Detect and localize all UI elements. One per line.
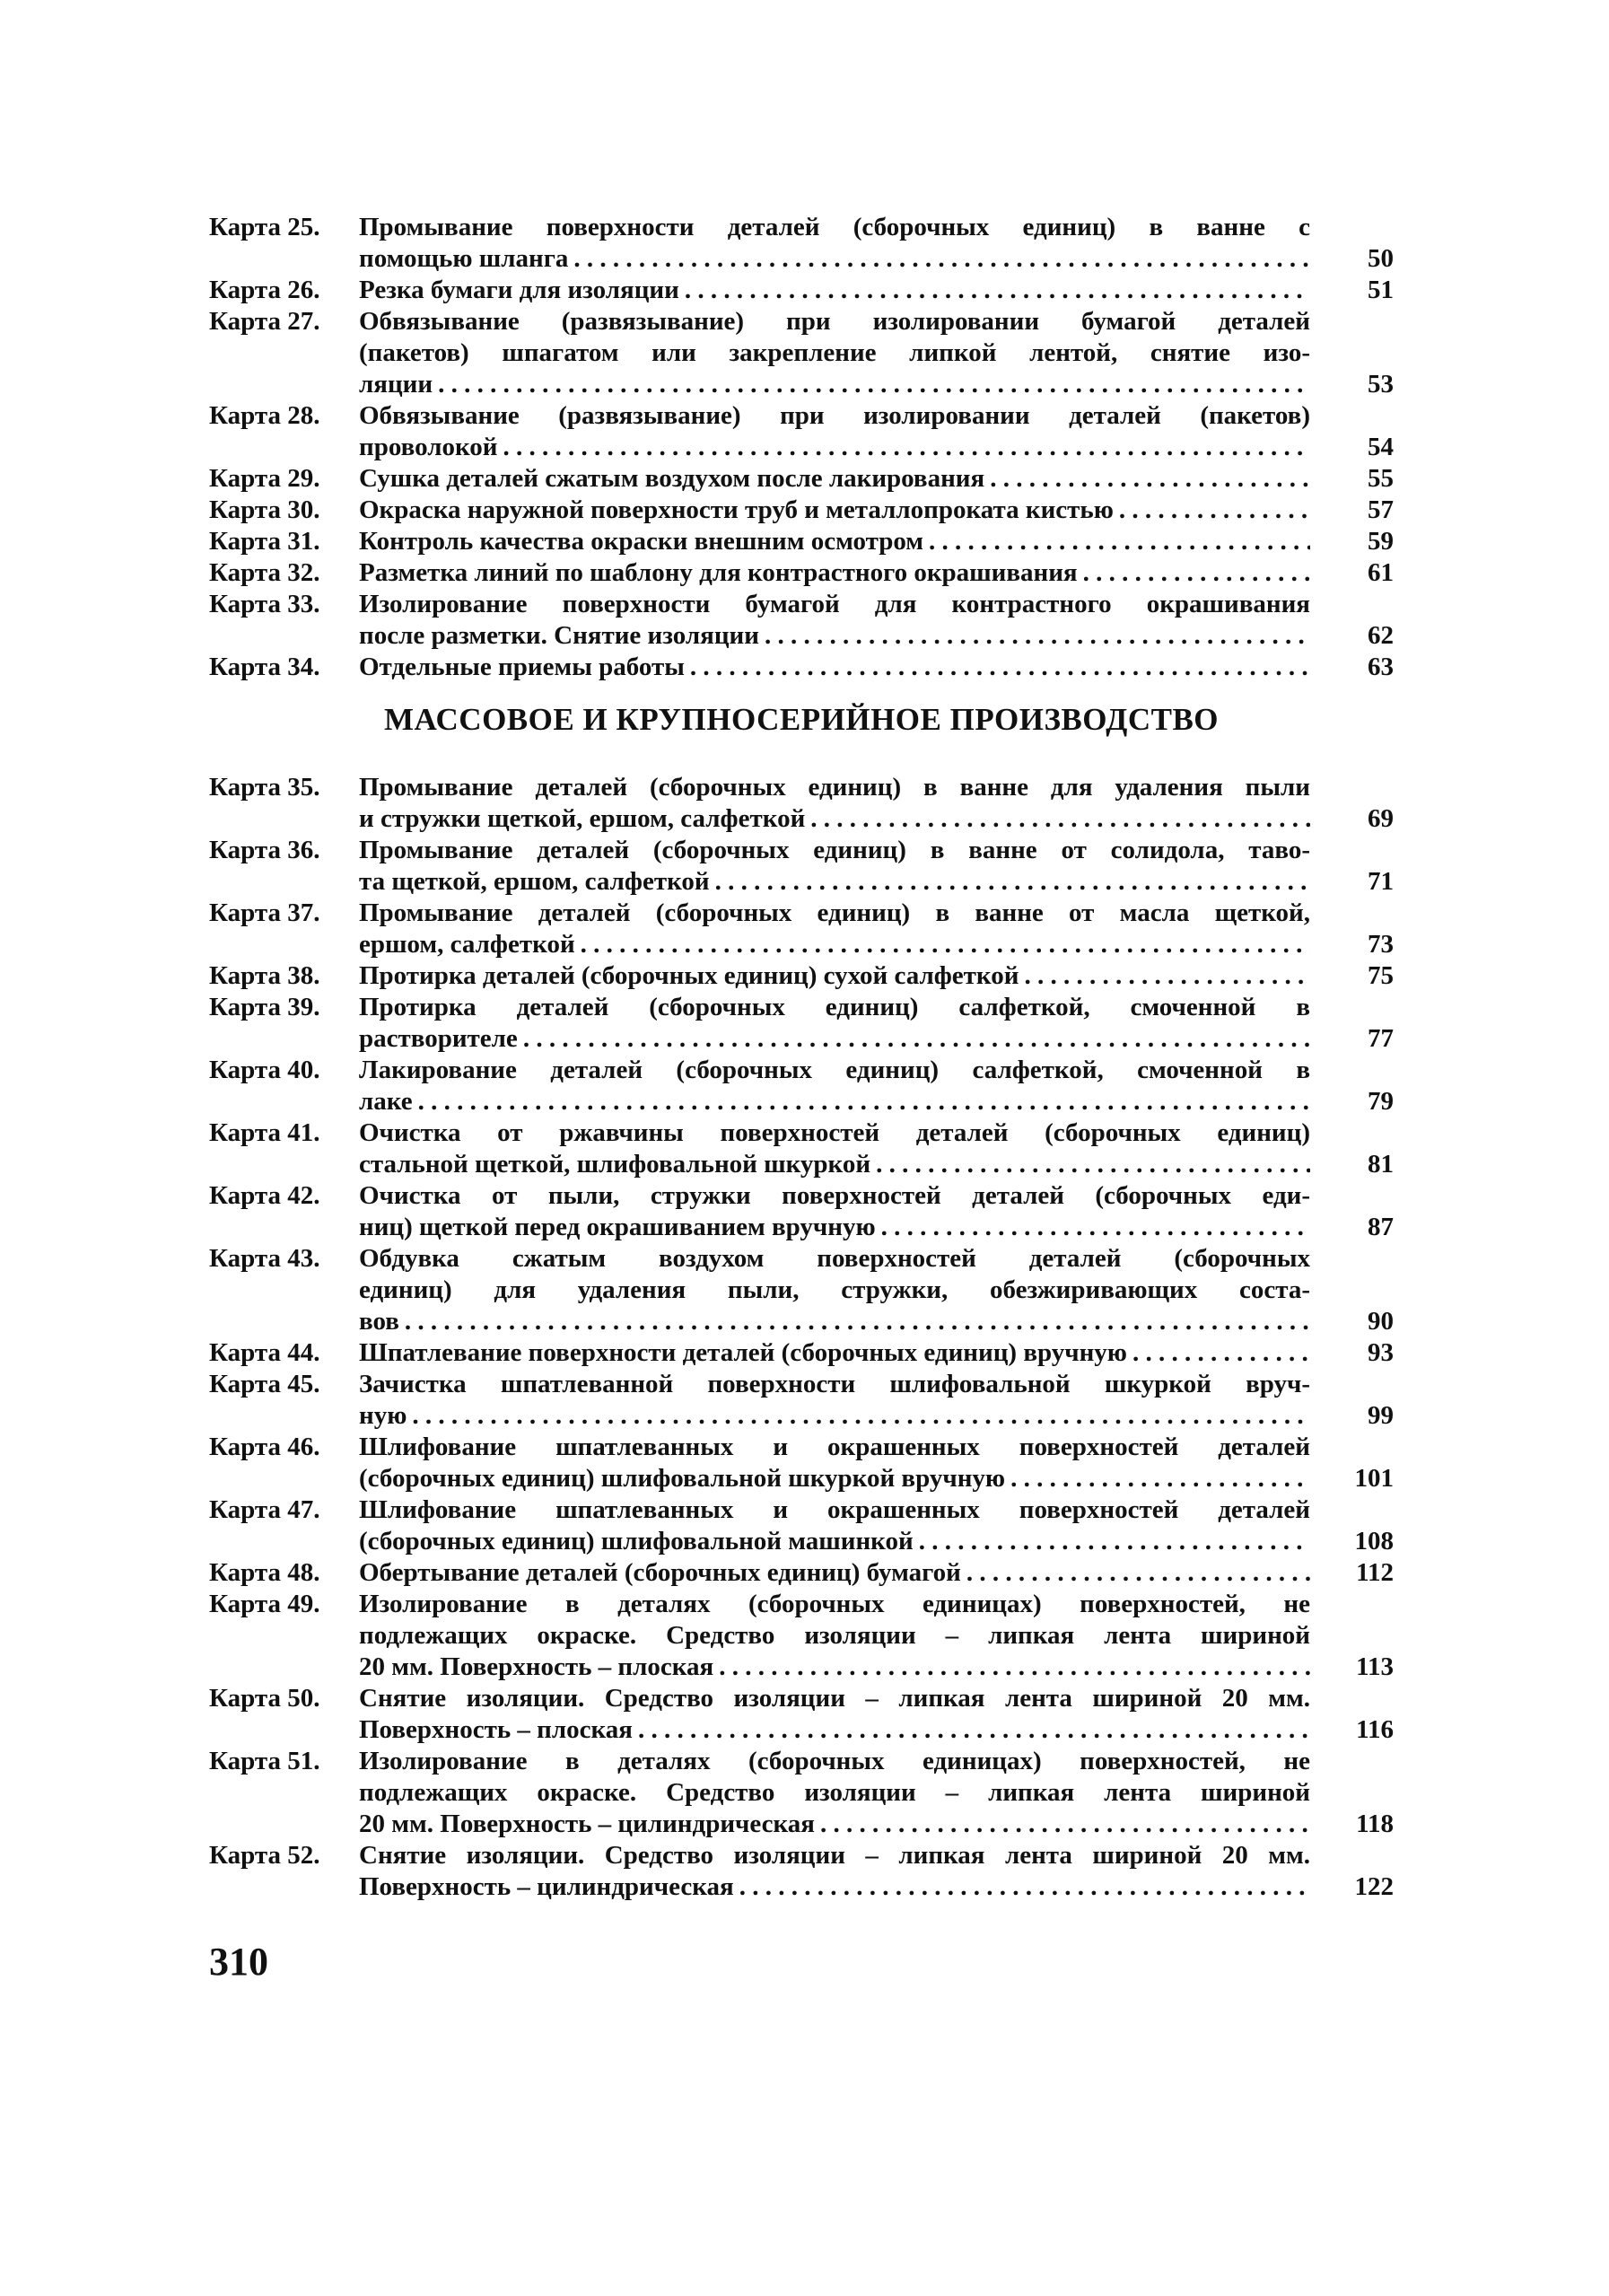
dot-leader — [438, 369, 1310, 400]
toc-title-line: Промывание поверхности деталей (сборочных единиц) в ванне с — [359, 213, 1310, 241]
toc-title-line: Снятие изоляции. Средство изоляции – липкая лента шириной 20 мм. — [359, 1684, 1310, 1713]
toc-entry — [209, 557, 1394, 589]
toc-entry-title — [359, 835, 1310, 898]
toc-card-label: Карта 35. — [209, 773, 320, 802]
toc-card-label: Карта 51. — [209, 1747, 320, 1775]
toc-card-label: Карта 26. — [209, 276, 320, 304]
toc-title-line: Обертывание деталей (сборочных единиц) бумагой . . . — [359, 1557, 1310, 1589]
dot-leader — [876, 1149, 1310, 1180]
toc-title-line: Отдельные приемы работы . . . — [359, 652, 1310, 683]
toc-entry — [209, 1683, 1394, 1746]
toc-title-line: Промывание деталей (сборочных единиц) в ванне от масла щеткой, — [359, 898, 1310, 927]
toc-entry-title — [359, 992, 1310, 1055]
dot-leader — [412, 1400, 1310, 1432]
toc-card-label: Карта 50. — [209, 1684, 320, 1713]
toc-card-label: Карта 43. — [209, 1244, 320, 1273]
toc-card-label: Карта 28. — [209, 401, 320, 430]
toc-entry — [209, 212, 1394, 275]
toc-entry-title — [359, 212, 1310, 275]
toc-entry-title — [359, 1494, 1310, 1557]
toc-entry — [209, 1840, 1394, 1903]
toc-entry-title — [359, 652, 1310, 683]
toc-card-label: Карта 46. — [209, 1433, 320, 1461]
toc-card-label: Карта 34. — [209, 653, 320, 681]
toc-entry — [209, 1117, 1394, 1180]
toc-entry-title — [359, 1589, 1310, 1683]
toc-title-line: (пакетов) шпагатом или закрепление липкой лентой, снятие изо- — [359, 338, 1310, 367]
toc-entry — [209, 400, 1394, 463]
dot-leader — [919, 1526, 1310, 1557]
toc-entry — [209, 1055, 1394, 1117]
dot-leader — [810, 803, 1310, 835]
toc-title-line: та щеткой, ершом, салфеткой . . . — [359, 866, 1310, 898]
toc-card-label: Карта 45. — [209, 1370, 320, 1398]
toc-card-label: Карта 42. — [209, 1181, 320, 1210]
toc-title-line: Зачистка шпатлеванной поверхности шлифовальной шкуркой вруч- — [359, 1370, 1310, 1398]
toc-entry — [209, 1243, 1394, 1337]
toc-card-label: Карта 49. — [209, 1590, 320, 1618]
toc-page-number: 99 — [1368, 1401, 1394, 1430]
toc-entry — [209, 1589, 1394, 1683]
dot-leader — [405, 1306, 1310, 1337]
toc-entry-title — [359, 960, 1310, 992]
toc-title-line: и стружки щеткой, ершом, салфеткой . . . — [359, 803, 1310, 835]
toc-card-label: Карта 48. — [209, 1558, 320, 1587]
toc-title-line: ниц) щеткой перед окрашиванием вручную . . . — [359, 1212, 1310, 1243]
toc-title-line: Сушка деталей сжатым воздухом после лакирования . . . — [359, 463, 1310, 495]
toc-entry-title — [359, 557, 1310, 589]
toc-page-number: 75 — [1368, 961, 1394, 990]
toc-page-number: 51 — [1368, 276, 1394, 304]
toc-entry — [209, 960, 1394, 992]
toc-title-line: Протирка деталей (сборочных единиц) салфеткой, смоченной в — [359, 993, 1310, 1021]
toc-card-label: Карта 52. — [209, 1841, 320, 1870]
toc-title-line: Шлифование шпатлеванных и окрашенных поверхностей деталей — [359, 1433, 1310, 1461]
toc-card-label: Карта 38. — [209, 961, 320, 990]
dot-leader — [503, 432, 1310, 463]
toc-page-number: 79 — [1368, 1087, 1394, 1116]
toc-title-line: Обвязывание (развязывание) при изолировании бумагой деталей — [359, 307, 1310, 336]
toc-page-number: 71 — [1368, 867, 1394, 896]
toc-entry — [209, 275, 1394, 306]
toc-card-label: Карта 29. — [209, 464, 320, 493]
toc-entry — [209, 526, 1394, 557]
toc-title-line: Резка бумаги для изоляции . . . — [359, 275, 1310, 306]
toc-entry-title — [359, 1180, 1310, 1243]
toc-entry-title — [359, 463, 1310, 495]
toc-card-label: Карта 32. — [209, 558, 320, 587]
toc-title-line: после разметки. Снятие изоляции . . . — [359, 620, 1310, 652]
toc-title-line: 20 мм. Поверхность – цилиндрическая . . . — [359, 1809, 1310, 1840]
toc-title-line: Окраска наружной поверхности труб и металлопроката кистью . . . — [359, 495, 1310, 526]
toc-entry — [209, 463, 1394, 495]
dot-leader — [1132, 1337, 1310, 1369]
toc-page-number: 116 — [1356, 1715, 1394, 1744]
dot-leader — [966, 1557, 1310, 1589]
toc-entry — [209, 1180, 1394, 1243]
toc-title-line: проволокой . . . — [359, 432, 1310, 463]
toc-page-number: 122 — [1354, 1872, 1394, 1901]
toc-page-number: 93 — [1368, 1338, 1394, 1367]
toc-page-number: 63 — [1368, 653, 1394, 681]
toc-page-number: 57 — [1368, 495, 1394, 524]
toc-page-number: 112 — [1356, 1558, 1394, 1587]
toc-section-b — [209, 772, 1394, 1903]
dot-leader — [573, 243, 1310, 275]
toc-entry — [209, 1432, 1394, 1494]
toc-title-line: ную . . . — [359, 1400, 1310, 1432]
toc-entry-title — [359, 400, 1310, 463]
toc-title-line: Разметка линий по шаблону для контрастного окрашивания . . . — [359, 557, 1310, 589]
toc-entry — [209, 1337, 1394, 1369]
toc-title-line: Промывание деталей (сборочных единиц) в ванне для удаления пыли — [359, 773, 1310, 802]
toc-title-line: Промывание деталей (сборочных единиц) в ванне от солидола, таво- — [359, 836, 1310, 864]
toc-entry-title — [359, 1746, 1310, 1840]
toc-page-number: 81 — [1368, 1150, 1394, 1179]
toc-page-number: 113 — [1356, 1652, 1394, 1681]
toc-entry — [209, 772, 1394, 835]
dot-leader — [881, 1212, 1310, 1243]
toc-title-line: Поверхность – цилиндрическая . . . — [359, 1871, 1310, 1903]
toc-entry-title — [359, 306, 1310, 400]
toc-card-label: Карта 36. — [209, 836, 320, 864]
toc-title-line: 20 мм. Поверхность – плоская . . . — [359, 1652, 1310, 1683]
toc-entry — [209, 1494, 1394, 1557]
toc-title-line: Изолирование поверхности бумагой для контрастного окрашивания — [359, 590, 1310, 618]
toc-title-line: (сборочных единиц) шлифовальной шкуркой вручную . . . — [359, 1463, 1310, 1494]
toc-title-line: Очистка от пыли, стружки поверхностей деталей (сборочных еди- — [359, 1181, 1310, 1210]
toc-page-number: 62 — [1368, 621, 1394, 650]
toc-title-line: Снятие изоляции. Средство изоляции – липкая лента шириной 20 мм. — [359, 1841, 1310, 1870]
dot-leader — [581, 929, 1310, 960]
toc-entry-title — [359, 1840, 1310, 1903]
toc-entry — [209, 1369, 1394, 1432]
dot-leader — [1024, 960, 1310, 992]
toc-page-number: 101 — [1354, 1464, 1394, 1493]
toc-title-line: ершом, салфеткой . . . — [359, 929, 1310, 960]
toc-entry — [209, 835, 1394, 898]
dot-leader — [820, 1809, 1310, 1840]
toc-entry-title — [359, 1369, 1310, 1432]
toc-entry — [209, 1746, 1394, 1840]
toc-page-number: 55 — [1368, 464, 1394, 493]
page-number: 310 — [209, 1940, 268, 1984]
toc-section-a — [209, 212, 1394, 683]
toc-entry — [209, 1557, 1394, 1589]
toc-card-label: Карта 39. — [209, 993, 320, 1021]
toc-card-label: Карта 44. — [209, 1338, 320, 1367]
toc-page-number: 108 — [1354, 1527, 1394, 1555]
dot-leader — [638, 1714, 1310, 1746]
toc-entry-title — [359, 1337, 1310, 1369]
toc-title-line: Изолирование в деталях (сборочных единицах) поверхностей, не — [359, 1590, 1310, 1618]
toc-title-line: Контроль качества окраски внешним осмотром . . . — [359, 526, 1310, 557]
toc-entry-title — [359, 1557, 1310, 1589]
toc-title-line: ляции . . . — [359, 369, 1310, 400]
section-heading: МАССОВОЕ И КРУПНОСЕРИЙНОЕ ПРОИЗВОДСТВО — [383, 702, 1220, 737]
toc-title-line: Обдувка сжатым воздухом поверхностей деталей (сборочных — [359, 1244, 1310, 1273]
dot-leader — [765, 620, 1310, 652]
toc-entry — [209, 992, 1394, 1055]
toc-card-label: Карта 47. — [209, 1495, 320, 1524]
toc-entry — [209, 589, 1394, 652]
toc-entry — [209, 898, 1394, 960]
dot-leader — [715, 866, 1310, 898]
toc-card-label: Карта 33. — [209, 590, 320, 618]
toc-entry-title — [359, 495, 1310, 526]
toc-entry — [209, 495, 1394, 526]
toc-entry-title — [359, 1117, 1310, 1180]
toc-title-line: Шпатлевание поверхности деталей (сборочных единиц) вручную . . . — [359, 1337, 1310, 1369]
toc-page-number: 50 — [1368, 244, 1394, 273]
toc-page-number: 77 — [1368, 1024, 1394, 1053]
toc-entry-title — [359, 526, 1310, 557]
toc-title-line: растворителе . . . — [359, 1023, 1310, 1055]
dot-leader — [929, 526, 1310, 557]
toc-page-number: 118 — [1356, 1810, 1394, 1838]
toc-card-label: Карта 31. — [209, 527, 320, 556]
toc-title-line: вов . . . — [359, 1306, 1310, 1337]
toc-page-number: 53 — [1368, 370, 1394, 399]
toc-title-line: помощью шланга . . . — [359, 243, 1310, 275]
toc-page-number: 54 — [1368, 433, 1394, 461]
toc-card-label: Карта 40. — [209, 1056, 320, 1084]
toc-page-number: 59 — [1368, 527, 1394, 556]
toc-title-line: Поверхность – плоская . . . — [359, 1714, 1310, 1746]
toc-title-line: стальной щеткой, шлифовальной шкуркой . . . — [359, 1149, 1310, 1180]
toc-title-line: Очистка от ржавчины поверхностей деталей (сборочных единиц) — [359, 1118, 1310, 1147]
toc-card-label: Карта 37. — [209, 898, 320, 927]
toc-title-line: Лакирование деталей (сборочных единиц) салфеткой, смоченной в — [359, 1056, 1310, 1084]
dot-leader — [719, 1652, 1310, 1683]
toc-entry-title — [359, 772, 1310, 835]
dot-leader — [739, 1871, 1310, 1903]
toc-page-number: 87 — [1368, 1213, 1394, 1241]
dot-leader — [990, 463, 1310, 495]
toc-entry — [209, 652, 1394, 683]
toc-entry — [209, 306, 1394, 400]
toc-entry-title — [359, 1055, 1310, 1117]
dot-leader — [1119, 495, 1310, 526]
toc-title-line: единиц) для удаления пыли, стружки, обезжиривающих соста- — [359, 1275, 1310, 1304]
toc-title-line: Шлифование шпатлеванных и окрашенных поверхностей деталей — [359, 1495, 1310, 1524]
dot-leader — [690, 652, 1310, 683]
toc-entry-title — [359, 1432, 1310, 1494]
toc-page-number: 73 — [1368, 930, 1394, 959]
toc-card-label: Карта 41. — [209, 1118, 320, 1147]
toc-title-line: подлежащих окраске. Средство изоляции – липкая лента шириной — [359, 1621, 1310, 1650]
toc-entry-title — [359, 589, 1310, 652]
toc-page-number: 90 — [1368, 1307, 1394, 1336]
toc-title-line: Обвязывание (развязывание) при изолировании деталей (пакетов) — [359, 401, 1310, 430]
dot-leader — [1010, 1463, 1310, 1494]
toc-page-number: 69 — [1368, 804, 1394, 833]
dot-leader — [1083, 557, 1310, 589]
toc-card-label: Карта 25. — [209, 213, 320, 241]
dot-leader — [418, 1086, 1310, 1117]
toc-title-line: Изолирование в деталях (сборочных единицах) поверхностей, не — [359, 1747, 1310, 1775]
toc-page-number: 61 — [1368, 558, 1394, 587]
toc-entry-title — [359, 275, 1310, 306]
toc-title-line: подлежащих окраске. Средство изоляции – липкая лента шириной — [359, 1778, 1310, 1807]
toc-entry-title — [359, 1243, 1310, 1337]
dot-leader — [523, 1023, 1310, 1055]
toc-entry-title — [359, 1683, 1310, 1746]
toc-card-label: Карта 30. — [209, 495, 320, 524]
toc-title-line: Протирка деталей (сборочных единиц) сухой салфеткой . . . — [359, 960, 1310, 992]
dot-leader — [685, 275, 1310, 306]
toc-card-label: Карта 27. — [209, 307, 320, 336]
toc-title-line: лаке . . . — [359, 1086, 1310, 1117]
toc-entry-title — [359, 898, 1310, 960]
toc-title-line: (сборочных единиц) шлифовальной машинкой . . . — [359, 1526, 1310, 1557]
